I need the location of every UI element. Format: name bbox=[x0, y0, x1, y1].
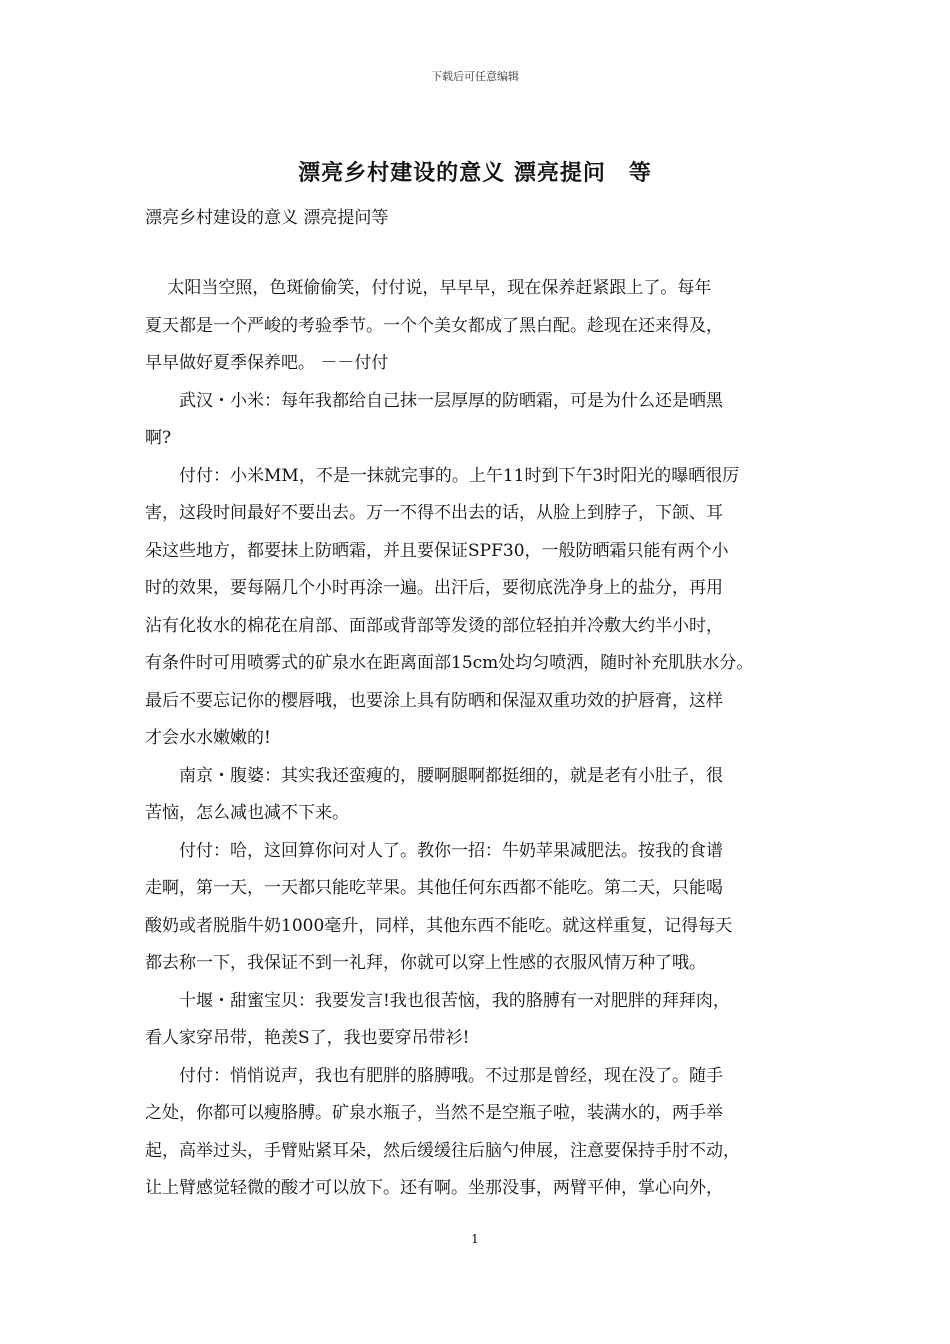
document-subtitle: 漂亮乡村建设的意义 漂亮提问等 bbox=[145, 208, 389, 228]
text-line: 朵这些地方，都要抹上防晒霜，并且要保证SPF30，一般防晒霜只能有两个小 bbox=[145, 540, 729, 561]
text-line: 早早做好夏季保养吧。 －－付付 bbox=[145, 353, 389, 373]
text-line: 让上臂感觉轻微的酸才可以放下。还有啊。坐那没事，两臂平伸，掌心向外， bbox=[145, 1178, 723, 1198]
document-title: 漂亮乡村建设的意义 漂亮提问 等 bbox=[298, 160, 652, 186]
text-line: 时的效果，要每隔几个小时再涂一遍。出汗后，要彻底洗净身上的盐分，再用 bbox=[145, 578, 723, 598]
text-line: 害，这段时间最好不要出去。万一不得不出去的话，从脸上到脖子，下颌、耳 bbox=[145, 503, 723, 523]
text-line: 十堰・甜蜜宝贝：我要发言!我也很苦恼，我的胳膊有一对肥胖的拜拜肉， bbox=[145, 990, 730, 1011]
document-body bbox=[145, 270, 825, 1208]
text-line: 苦恼，怎么减也减不下来。 bbox=[145, 803, 349, 823]
text-line: 付付：小米MM，不是一抹就完事的。上午11时到下午3时阳光的曝晒很厉 bbox=[145, 465, 740, 486]
text-line: 南京・腹婆：其实我还蛮瘦的，腰啊腿啊都挺细的，就是老有小肚子，很 bbox=[145, 765, 723, 786]
text-line: 有条件时可用喷雾式的矿泉水在距离面部15cm处均匀喷洒，随时补充肌肤水分。 bbox=[145, 653, 754, 673]
text-line: 最后不要忘记你的樱唇哦，也要涂上具有防晒和保湿双重功效的护唇膏，这样 bbox=[145, 690, 723, 711]
text-line: 之处，你都可以瘦胳膊。矿泉水瓶子，当然不是空瓶子啦，装满水的，两手举 bbox=[145, 1103, 723, 1123]
text-line: 夏天都是一个严峻的考验季节。一个个美女都成了黑白配。趁现在还来得及， bbox=[145, 315, 723, 336]
text-line: 才会水水嫩嫩的! bbox=[145, 728, 271, 748]
text-line: 都去称一下，我保证不到一礼拜，你就可以穿上性感的衣服风情万种了哦。 bbox=[145, 953, 706, 973]
text-line: 走啊，第一天，一天都只能吃苹果。其他任何东西都不能吃。第二天，只能喝 bbox=[145, 878, 723, 898]
text-line: 付付：哈，这回算你问对人了。教你一招：牛奶苹果减肥法。按我的食谱 bbox=[145, 840, 723, 861]
text-line: 沾有化妆水的棉花在肩部、面部或背部等发烫的部位轻拍并冷敷大约半小时， bbox=[145, 615, 723, 636]
text-line: 武汉・小米：每年我都给自己抹一层厚厚的防晒霜，可是为什么还是晒黑 bbox=[145, 390, 723, 411]
text-line: 酸奶或者脱脂牛奶1000毫升，同样，其他东西不能吃。就这样重复，记得每天 bbox=[145, 915, 733, 936]
text-line: 啊? bbox=[145, 428, 172, 448]
text-line: 起，高举过头，手臂贴紧耳朵，然后缓缓往后脑勺伸展，注意要保持手肘不动， bbox=[145, 1140, 740, 1161]
text-line: 付付：悄悄说声，我也有肥胖的胳膊哦。不过那是曾经，现在没了。随手 bbox=[145, 1065, 723, 1086]
page-header: 下载后可任意编辑 bbox=[431, 70, 519, 83]
text-line: 太阳当空照，色斑偷偷笑，付付说，早早早，现在保养赶紧跟上了。每年 bbox=[145, 278, 712, 298]
text-line: 看人家穿吊带，艳羡S了，我也要穿吊带衫! bbox=[145, 1028, 470, 1048]
page-number: 1 bbox=[471, 1232, 479, 1246]
